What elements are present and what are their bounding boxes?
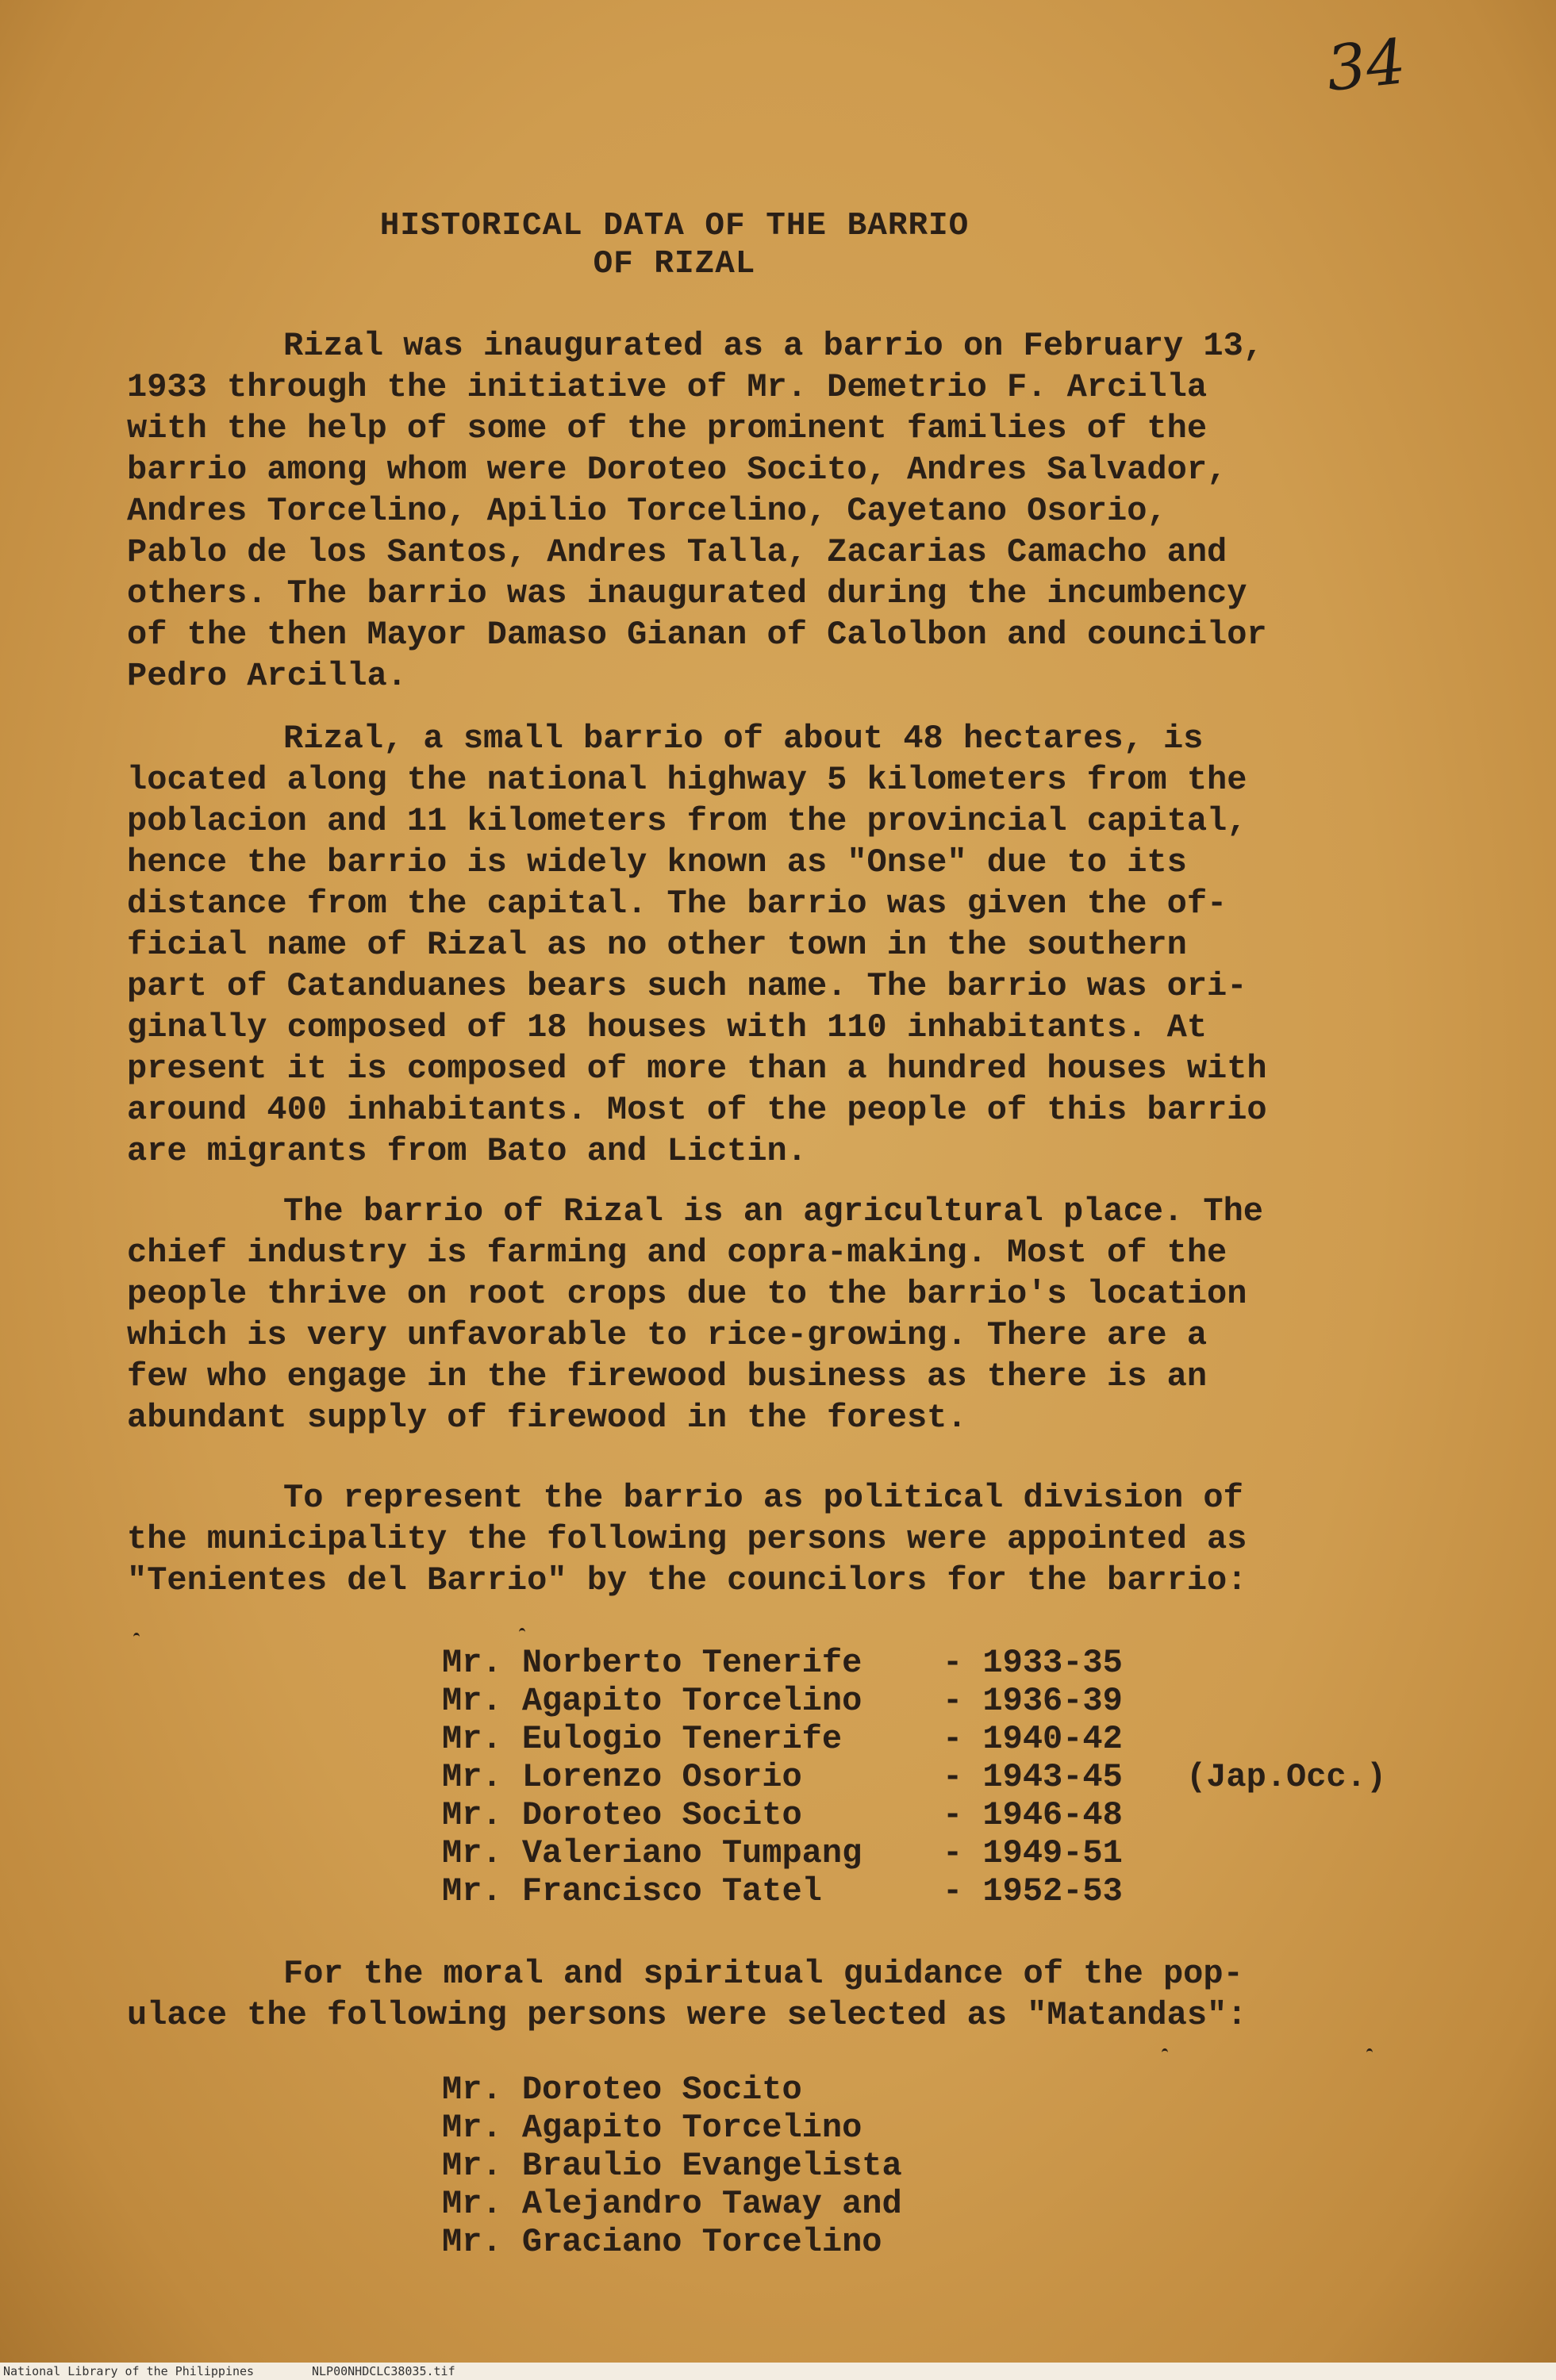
teniente-term: - 1946-48 (943, 1796, 1123, 1834)
paragraph-line: Pedro Arcilla. (127, 657, 407, 695)
list-item: Mr. Braulio Evangelista (442, 2147, 902, 2185)
paragraph-line: ginally composed of 18 houses with 110 inhabitants. At (127, 1008, 1208, 1046)
scan-footer (0, 2363, 1556, 2380)
stray-mark (1366, 2048, 1373, 2057)
paragraph-line: chief industry is farming and copra-making. Most of the (127, 1234, 1228, 1272)
footer-filename: NLP00NHDCLC38035.tif (312, 2364, 455, 2378)
paragraph-line: the municipality the following persons were appointed as (127, 1520, 1247, 1558)
document-title: HISTORICAL DATA OF THE BARRIO (379, 208, 970, 244)
list-item: Mr. Alejandro Taway and (442, 2185, 902, 2223)
teniente-note: (Jap.Occ.) (1186, 1758, 1387, 1796)
paragraph-line: To represent the barrio as political division of (283, 1479, 1243, 1517)
paragraph-line: present it is composed of more than a hundred houses with (127, 1050, 1267, 1088)
paragraph-line: abundant supply of firewood in the forest. (127, 1399, 967, 1437)
paragraph-line: ficial name of Rizal as no other town in the southern (127, 926, 1187, 964)
paragraph-line: hence the barrio is widely known as "Onse" due to its (127, 843, 1187, 881)
teniente-name: Mr. Agapito Torcelino (442, 1682, 863, 1720)
footer-library: National Library of the Philippines (3, 2364, 255, 2378)
paragraph-line: 1933 through the initiative of Mr. Demetrio F. Arcilla (127, 368, 1208, 406)
teniente-term: - 1949-51 (943, 1834, 1123, 1872)
paragraph-line: barrio among whom were Doroteo Socito, Andres Salvador, (127, 451, 1228, 489)
paragraph-line: distance from the capital. The barrio was given the of- (127, 885, 1228, 923)
paragraph-line: Andres Torcelino, Apilio Torcelino, Cayetano Osorio, (127, 492, 1167, 530)
stray-mark (133, 1633, 140, 1641)
teniente-term: - 1940-42 (943, 1720, 1123, 1758)
paragraph-line: Pablo de los Santos, Andres Talla, Zacarias Camacho and (127, 533, 1228, 571)
stray-mark (1162, 2048, 1168, 2057)
paragraph-line: others. The barrio was inaugurated during the incumbency (127, 574, 1247, 612)
paragraph-line: with the help of some of the prominent families of the (127, 409, 1208, 447)
list-item: Mr. Doroteo Socito (442, 2071, 802, 2109)
teniente-name: Mr. Francisco Tatel (442, 1872, 822, 1910)
teniente-name: Mr. Eulogio Tenerife (442, 1720, 843, 1758)
paragraph-line: poblacion and 11 kilometers from the provincial capital, (127, 802, 1247, 840)
paragraph-line: of the then Mayor Damaso Gianan of Calolbon and councilor (127, 616, 1267, 654)
teniente-term: - 1943-45 (943, 1758, 1123, 1796)
paragraph-line: Rizal, a small barrio of about 48 hectares, is (283, 720, 1204, 758)
paragraph-line: ulace the following persons were selected as "Matandas": (127, 1996, 1247, 2034)
paragraph-line: For the moral and spiritual guidance of the pop- (283, 1955, 1243, 1993)
paragraph-line: The barrio of Rizal is an agricultural place. The (283, 1192, 1264, 1230)
paragraph-line: which is very unfavorable to rice-growing. There are a (127, 1316, 1208, 1354)
teniente-term: - 1936-39 (943, 1682, 1123, 1720)
document-subtitle: OF RIZAL (593, 246, 756, 282)
paragraph-line: part of Catanduanes bears such name. The barrio was ori- (127, 967, 1247, 1005)
paragraph-line: are migrants from Bato and Lictin. (127, 1132, 807, 1170)
teniente-name: Mr. Doroteo Socito (442, 1796, 802, 1834)
paragraph-line: people thrive on root crops due to the barrio's location (127, 1275, 1247, 1313)
list-item: Mr. Agapito Torcelino (442, 2109, 863, 2147)
paragraph-line: around 400 inhabitants. Most of the people of this barrio (127, 1091, 1267, 1129)
list-item: Mr. Graciano Torcelino (442, 2223, 882, 2261)
paragraph-line: located along the national highway 5 kilometers from the (127, 761, 1247, 799)
teniente-name: Mr. Norberto Tenerife (442, 1644, 863, 1682)
paragraph-line: "Tenientes del Barrio" by the councilors for the barrio: (127, 1561, 1247, 1599)
teniente-name: Mr. Valeriano Tumpang (442, 1834, 863, 1872)
paragraph-line: few who engage in the firewood business as there is an (127, 1357, 1208, 1395)
paragraph-line: Rizal was inaugurated as a barrio on February 13, (283, 327, 1264, 365)
teniente-name: Mr. Lorenzo Osorio (442, 1758, 802, 1796)
stray-mark (519, 1628, 525, 1637)
teniente-term: - 1952-53 (943, 1872, 1123, 1910)
page-number: 34 (1323, 26, 1409, 106)
teniente-term: - 1933-35 (943, 1644, 1123, 1682)
